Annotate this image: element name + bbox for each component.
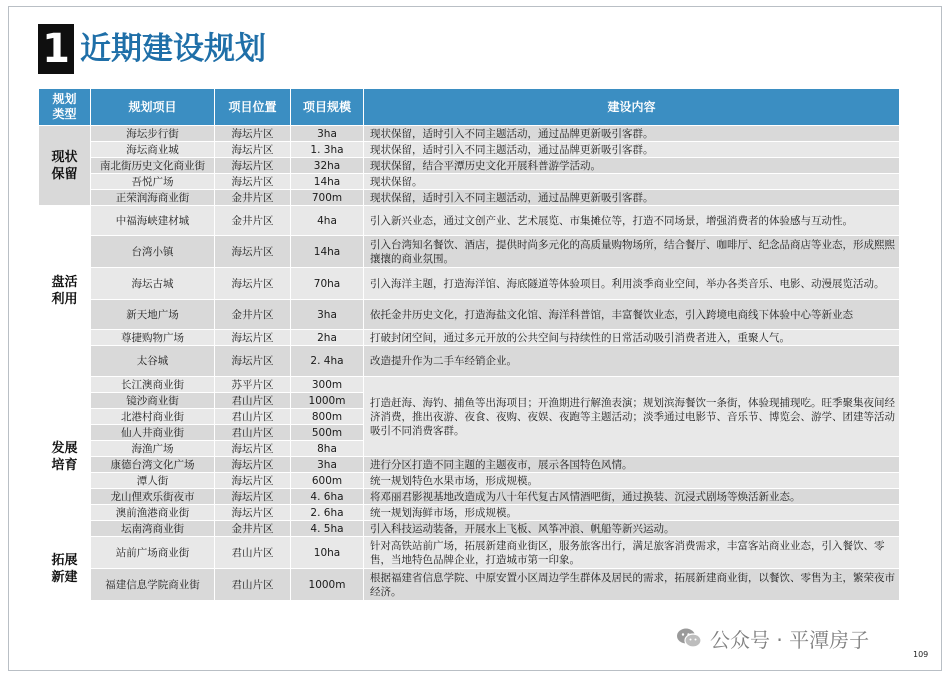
table-row: [39, 537, 900, 569]
project-cell: 仙人井商业街: [91, 425, 215, 441]
project-cell: 正荣润海商业街: [91, 190, 215, 206]
wechat-icon: [676, 627, 702, 649]
scale-cell: 14ha: [291, 236, 364, 268]
scale-cell: 1000m: [291, 393, 364, 409]
group-content-cell: 打造赶海、海钓、捕鱼等出海项目；开渔期进行解渔表演；规划滨海餐饮一条街，体验现捕现吃。旺季聚集夜间经济消费，推出夜游、夜食、夜购、夜娱、夜跑等主题活动；淡季通过电影节、音乐节、博览会、游学、团建等活动吸引不同消费客群。: [364, 377, 900, 457]
location-cell: 海坛片区: [215, 489, 291, 505]
category-label: 现状保留: [51, 149, 78, 182]
category-cell: [39, 377, 91, 537]
location-cell: 金井片区: [215, 521, 291, 537]
project-cell: 太谷城: [91, 346, 215, 377]
scale-cell: 70ha: [291, 268, 364, 300]
project-cell: 中福海峡建材城: [91, 206, 215, 236]
location-cell: 君山片区: [215, 569, 291, 601]
content-cell: 根据福建省信息学院、中原安置小区周边学生群体及居民的需求，拓展新建商业街，以餐饮、零售为主，繁荣夜市经济。: [364, 569, 900, 601]
location-cell: 君山片区: [215, 409, 291, 425]
project-cell: 福建信息学院商业街: [91, 569, 215, 601]
location-cell: 海坛片区: [215, 268, 291, 300]
content-cell: 引入新兴业态，通过文创产业、艺术展览、市集摊位等，打造不同场景，增强消费者的体验感与互动性。: [364, 206, 900, 236]
table-row: [39, 158, 900, 174]
table-row: [39, 505, 900, 521]
location-cell: 金井片区: [215, 300, 291, 330]
project-cell: 吾悦广场: [91, 174, 215, 190]
scale-cell: 8ha: [291, 441, 364, 457]
scale-cell: 2. 6ha: [291, 505, 364, 521]
project-cell: 潭人街: [91, 473, 215, 489]
content-cell: 改造提升作为二手车经销企业。: [364, 346, 900, 377]
scale-cell: 4. 6ha: [291, 489, 364, 505]
page-number: 109: [913, 650, 929, 659]
content-cell: 现状保留。: [364, 174, 900, 190]
project-cell: 康德台湾文化广场: [91, 457, 215, 473]
project-cell: 海坛古城: [91, 268, 215, 300]
content-cell: 引入台湾知名餐饮、酒店，提供时尚多元化的高质量购物场所，结合餐厅、咖啡厅、纪念品商店等业态，形成熙熙攘攘的商业氛围。: [364, 236, 900, 268]
content-cell: 现状保留，适时引入不同主题活动，通过品牌更新吸引客群。: [364, 142, 900, 158]
scale-cell: 3ha: [291, 457, 364, 473]
content-cell: 依托金井历史文化，打造海盐文化馆、海洋科普馆，丰富餐饮业态，引入跨境电商线下体验中心等新业态: [364, 300, 900, 330]
scale-cell: 300m: [291, 377, 364, 393]
location-cell: 海坛片区: [215, 126, 291, 142]
content-cell: 引入海洋主题，打造海洋馆、海底隧道等体验项目。利用淡季商业空间，举办各类音乐、电影、动漫展览活动。: [364, 268, 900, 300]
content-cell: 打破封闭空间，通过多元开放的公共空间与持续性的日常活动吸引消费者进入，重聚人气。: [364, 330, 900, 346]
location-cell: 海坛片区: [215, 158, 291, 174]
location-cell: 君山片区: [215, 393, 291, 409]
header-location: 项目位置: [215, 89, 291, 126]
table-row: [39, 142, 900, 158]
project-cell: 尊捷购物广场: [91, 330, 215, 346]
table-row: [39, 126, 900, 142]
table-row: [39, 268, 900, 300]
content-cell: 现状保留，适时引入不同主题活动，通过品牌更新吸引客群。: [364, 126, 900, 142]
scale-cell: 700m: [291, 190, 364, 206]
project-cell: 长江澳商业街: [91, 377, 215, 393]
location-cell: 海坛片区: [215, 505, 291, 521]
location-cell: 海坛片区: [215, 330, 291, 346]
location-cell: 海坛片区: [215, 142, 291, 158]
table-row: [39, 174, 900, 190]
header-scale: 项目规模: [291, 89, 364, 126]
title-number: 1: [38, 24, 74, 74]
project-cell: 海坛步行街: [91, 126, 215, 142]
project-cell: 南北街历史文化商业街: [91, 158, 215, 174]
project-cell: 坛南湾商业街: [91, 521, 215, 537]
project-cell: 站前广场商业街: [91, 537, 215, 569]
scale-cell: 3ha: [291, 300, 364, 330]
content-cell: 统一规划特色水果市场，形成规模。: [364, 473, 900, 489]
content-cell: 现状保留，适时引入不同主题活动，通过品牌更新吸引客群。: [364, 190, 900, 206]
table-row: [39, 206, 900, 236]
content-cell: 将邓丽君影视基地改造成为八十年代复古风情酒吧街，通过换装、沉浸式剧场等焕活新业态。: [364, 489, 900, 505]
scale-cell: 10ha: [291, 537, 364, 569]
watermark-text: 公众号 · 平潭房子: [710, 627, 870, 652]
table-row: [39, 330, 900, 346]
table-row: [39, 473, 900, 489]
project-cell: 海渔广场: [91, 441, 215, 457]
location-cell: 金井片区: [215, 190, 291, 206]
scale-cell: 32ha: [291, 158, 364, 174]
category-cell: [39, 537, 91, 601]
scale-cell: 500m: [291, 425, 364, 441]
table-row: [39, 521, 900, 537]
scale-cell: 14ha: [291, 174, 364, 190]
location-cell: 海坛片区: [215, 236, 291, 268]
scale-cell: 2ha: [291, 330, 364, 346]
project-cell: 镜沙商业街: [91, 393, 215, 409]
location-cell: 海坛片区: [215, 346, 291, 377]
project-cell: 龙山俚欢乐街夜市: [91, 489, 215, 505]
location-cell: 海坛片区: [215, 174, 291, 190]
table-row: [39, 346, 900, 377]
category-label: 发展培育: [51, 440, 78, 473]
scale-cell: 4. 5ha: [291, 521, 364, 537]
content-cell: 进行分区打造不同主题的主题夜市，展示各国特色风情。: [364, 457, 900, 473]
scale-cell: 3ha: [291, 126, 364, 142]
location-cell: 君山片区: [215, 537, 291, 569]
table-row: [39, 300, 900, 330]
table-row: [39, 377, 900, 393]
scale-cell: 1. 3ha: [291, 142, 364, 158]
content-cell: 现状保留，结合平潭历史文化开展科普游学活动。: [364, 158, 900, 174]
content-cell: 统一规划海鲜市场，形成规模。: [364, 505, 900, 521]
project-cell: 新天地广场: [91, 300, 215, 330]
location-cell: 海坛片区: [215, 473, 291, 489]
table-row: [39, 236, 900, 268]
scale-cell: 600m: [291, 473, 364, 489]
scale-cell: 2. 4ha: [291, 346, 364, 377]
scale-cell: 4ha: [291, 206, 364, 236]
category-cell: [39, 126, 91, 206]
category-cell: [39, 206, 91, 377]
content-cell: 针对高铁站前广场，拓展新建商业街区，服务旅客出行，满足旅客消费需求，丰富客站商业业态，引入餐饮、零售，当地特色品牌企业，打造城市第一印象。: [364, 537, 900, 569]
table-row: [39, 569, 900, 601]
table-row: [39, 489, 900, 505]
title-text: 近期建设规划: [80, 31, 266, 67]
location-cell: 苏平片区: [215, 377, 291, 393]
location-cell: 君山片区: [215, 425, 291, 441]
scale-cell: 800m: [291, 409, 364, 425]
location-cell: 海坛片区: [215, 457, 291, 473]
location-cell: 金井片区: [215, 206, 291, 236]
project-cell: 澳前渔港商业街: [91, 505, 215, 521]
watermark: [676, 623, 869, 653]
location-cell: 海坛片区: [215, 441, 291, 457]
category-label: 拓展新建: [51, 552, 78, 585]
header-project: 规划项目: [91, 89, 215, 126]
project-cell: 台湾小镇: [91, 236, 215, 268]
table-row: [39, 190, 900, 206]
header-type: 规划类型: [39, 89, 91, 126]
category-label: 盘活利用: [51, 275, 78, 307]
table-row: [39, 457, 900, 473]
plan-table: [38, 88, 900, 601]
scale-cell: 1000m: [291, 569, 364, 601]
table-header-row: [39, 89, 900, 126]
project-cell: 北港村商业街: [91, 409, 215, 425]
header-content: 建设内容: [364, 89, 900, 126]
project-cell: 海坛商业城: [91, 142, 215, 158]
content-cell: 引入科技运动装备，开展水上飞板、风筝冲浪、帆船等新兴运动。: [364, 521, 900, 537]
